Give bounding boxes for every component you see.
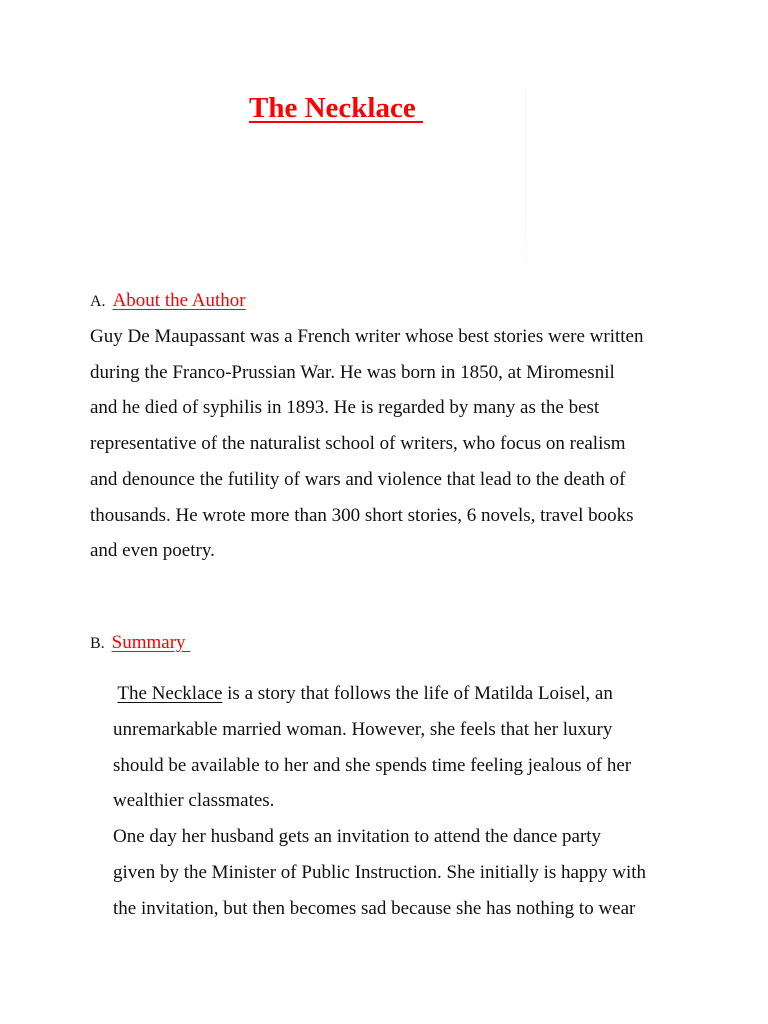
document-title: The Necklace	[249, 92, 423, 124]
section-marker: A.	[90, 293, 106, 310]
paragraph-line: given by the Minister of Public Instruction. She initially is happy with	[113, 862, 647, 883]
paragraph-first-line	[113, 683, 613, 705]
story-title-reference: The Necklace	[117, 683, 223, 704]
section-title: Summary	[111, 632, 191, 653]
paragraph-line: Guy De Maupassant was a French writer whose best stories were written	[90, 326, 644, 347]
section-title: About the Author	[112, 290, 246, 311]
paragraph-line: One day her husband gets an invitation to attend the dance party	[113, 826, 602, 847]
paragraph-line: and he died of syphilis in 1893. He is regarded by many as the best	[90, 397, 600, 418]
section-heading-about-author	[90, 290, 246, 312]
section-heading-summary	[90, 632, 190, 654]
paragraph-line: and denounce the futility of wars and violence that lead to the death of	[90, 469, 626, 490]
faint-vertical-rule	[525, 90, 526, 265]
paragraph-line: unremarkable married woman. However, she feels that her luxury	[113, 719, 613, 740]
paragraph-line: and even poetry.	[90, 540, 215, 561]
section-marker: B.	[90, 635, 105, 652]
paragraph-line: the invitation, but then becomes sad because she has nothing to wear	[113, 898, 636, 919]
paragraph-line: during the Franco-Prussian War. He was born in 1850, at Miromesnil	[90, 362, 615, 383]
paragraph-line-rest: is a story that follows the life of Matilda Loisel, an	[222, 683, 613, 704]
paragraph-line: should be available to her and she spends time feeling jealous of her	[113, 755, 632, 776]
paragraph-line: representative of the naturalist school of writers, who focus on realism	[90, 433, 626, 454]
paragraph-line: thousands. He wrote more than 300 short stories, 6 novels, travel books	[90, 505, 634, 526]
paragraph-line: wealthier classmates.	[113, 790, 275, 811]
